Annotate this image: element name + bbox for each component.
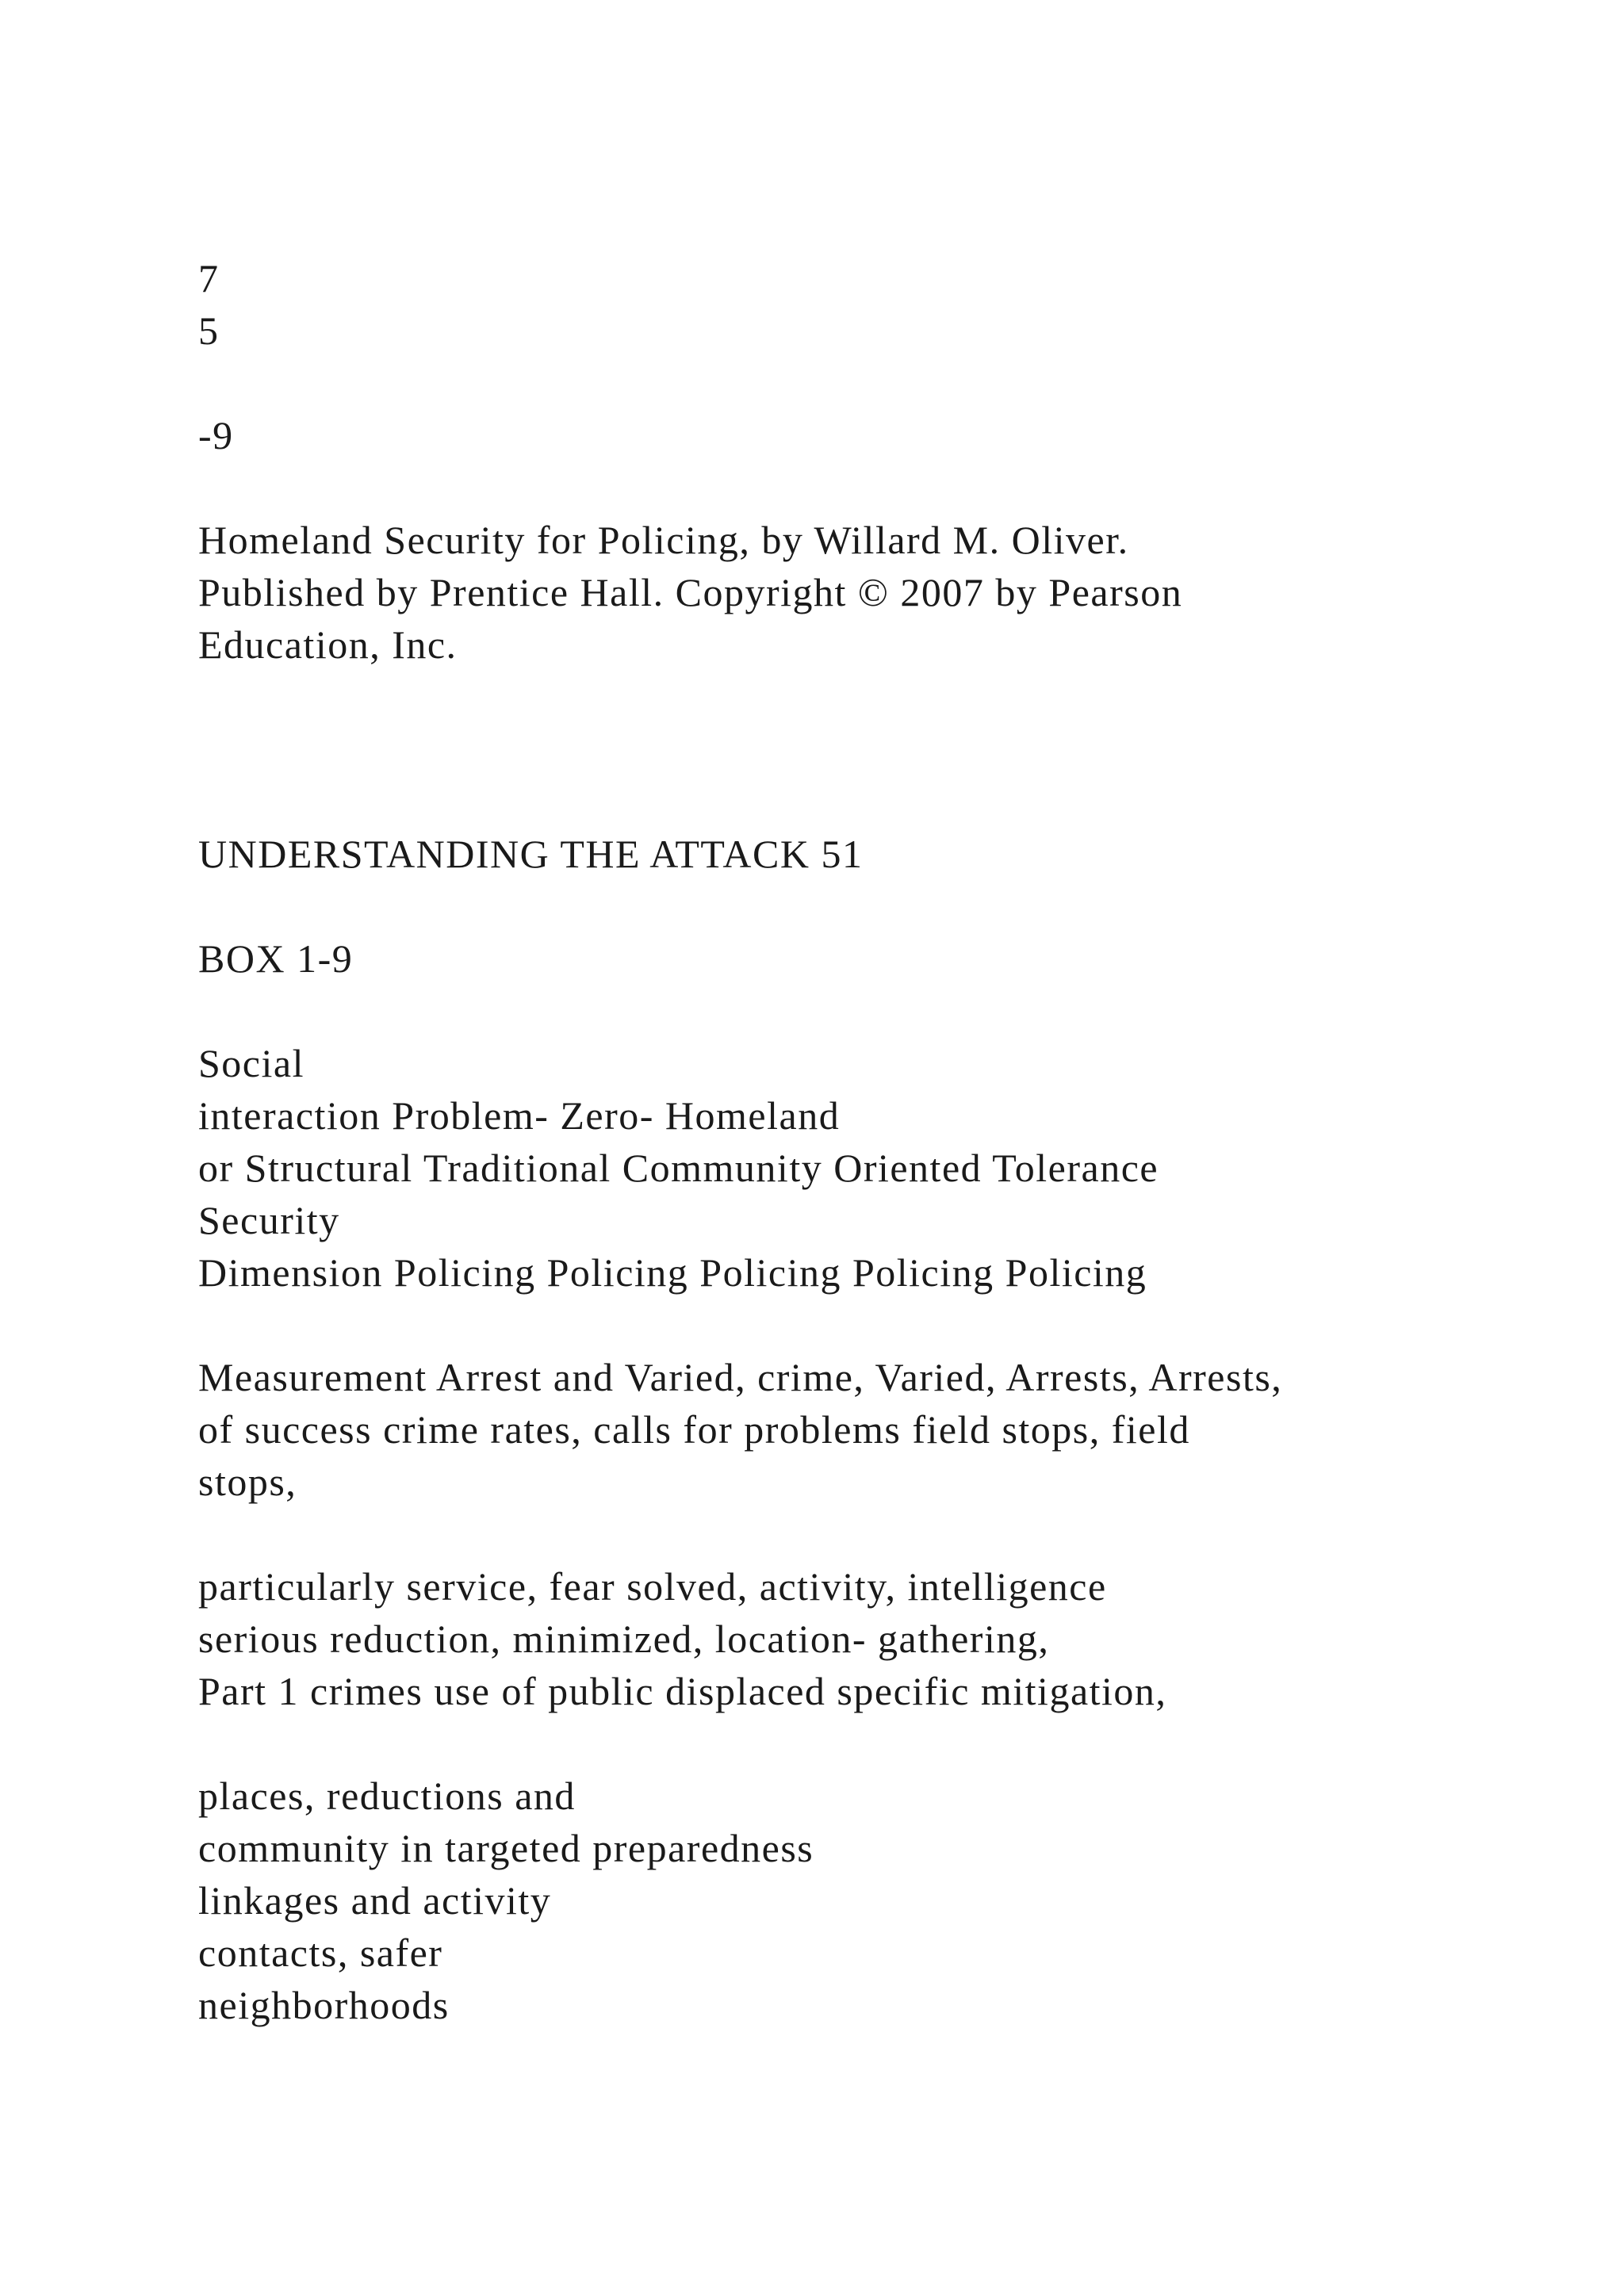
page-number-fragment: 7 [198,256,220,300]
citation-line: Homeland Security for Policing, by Willard M. Oliver. [198,518,1129,562]
page-number-fragment: 5 [198,308,220,353]
blank-line [198,775,1594,828]
citation-line: Education, Inc. [198,622,458,667]
table-body-line: neighborhoods [198,1983,450,2027]
box-label: BOX 1-9 [198,936,354,981]
table-header-line: Dimension Policing Policing Policing Policing Policing [198,1250,1147,1295]
table-body-line: particularly service, fear solved, activity, intelligence [198,1564,1107,1609]
blank-line [198,357,1594,409]
blank-line [198,671,1594,723]
table-body-line: contacts, safer [198,1931,443,1975]
table-body-line: places, reductions and [198,1774,576,1818]
page-number-fragment: -9 [198,413,234,457]
table-header-line: Social [198,1041,304,1085]
table-body-line: of success crime rates, calls for problems field stops, field [198,1407,1190,1452]
table-body-line: serious reduction, minimized, location- gathering, [198,1617,1050,1661]
table-header-line: or Structural Traditional Community Oriented Tolerance [198,1146,1159,1190]
citation-line: Published by Prentice Hall. Copyright © 2007 by Pearson [198,570,1183,614]
table-body-line: linkages and activity [198,1878,552,1923]
table-header-line: interaction Problem- Zero- Homeland [198,1093,841,1138]
table-body-line: Part 1 crimes use of public displaced specific mitigation, [198,1669,1167,1713]
table-body-line: Measurement Arrest and Varied, crime, Varied, Arrests, Arrests, [198,1355,1283,1399]
table-body-line: community in targeted preparedness [198,1826,814,1870]
document-text [198,252,1594,2031]
blank-line [198,985,1594,1037]
blank-line [198,1508,1594,1560]
blank-line [198,880,1594,932]
table-body-line: stops, [198,1460,297,1504]
table-header-line: Security [198,1198,340,1242]
blank-line [198,1717,1594,1770]
blank-line [198,723,1594,775]
blank-line [198,461,1594,514]
blank-line [198,1299,1594,1351]
running-header: UNDERSTANDING THE ATTACK 51 [198,832,864,876]
